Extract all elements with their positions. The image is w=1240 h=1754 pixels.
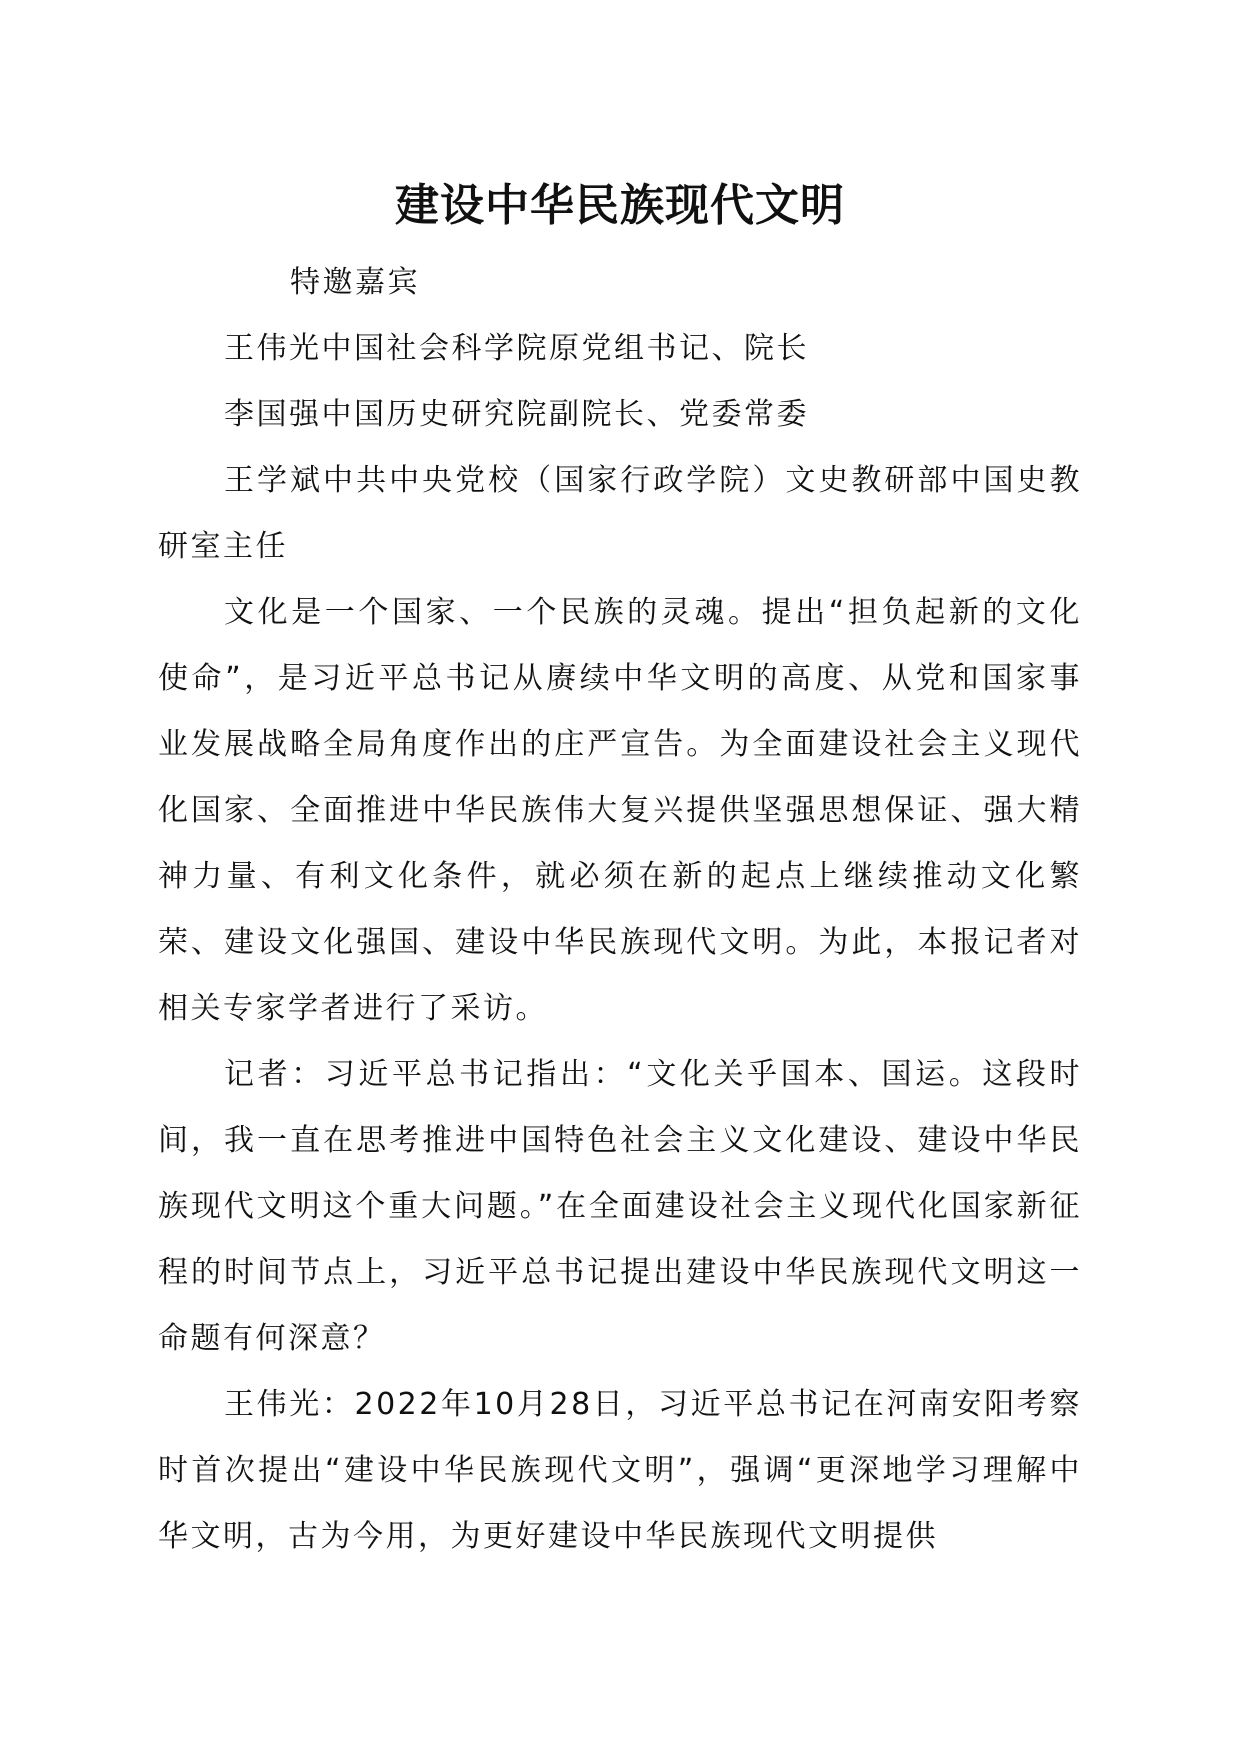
guest-entry: 王学斌中共中央党校（国家行政学院）文史教研部中国史教研室主任: [158, 463, 1082, 564]
guest-entry: 李国强中国历史研究院副院长、党委常委: [224, 397, 809, 432]
guest-label: 特邀嘉宾: [290, 265, 420, 300]
body-paragraph: 王伟光：2022年10月28日，习近平总书记在河南安阳考察时首次提出“建设中华民族现代文明”，强调“更深地学习理解中华文明，古为今用，为更好建设中华民族现代文明提供: [158, 1387, 1082, 1554]
document-body: [158, 250, 1082, 1570]
document-title: 建设中华民族现代文明: [395, 180, 845, 231]
body-paragraph: 记者：习近平总书记指出：“文化关乎国本、国运。这段时间，我一直在思考推进中国特色社会主义文化建设、建设中华民族现代文明这个重大问题。”在全面建设社会主义现代化国家新征程的时间节点上，习近平总书记提出建设中华民族现代文明这一命题有何深意？: [158, 1057, 1082, 1356]
body-paragraph: 文化是一个国家、一个民族的灵魂。提出“担负起新的文化使命”，是习近平总书记从赓续中华文明的高度、从党和国家事业发展战略全局角度作出的庄严宣告。为全面建设社会主义现代化国家、全面推进中华民族伟大复兴提供坚强思想保证、强大精神力量、有利文化条件，就必须在新的起点上继续推动文化繁荣、建设文化强国、建设中华民族现代文明。为此，本报记者对相关专家学者进行了采访。: [158, 595, 1082, 1026]
guest-entry: 王伟光中国社会科学院原党组书记、院长: [224, 331, 809, 366]
